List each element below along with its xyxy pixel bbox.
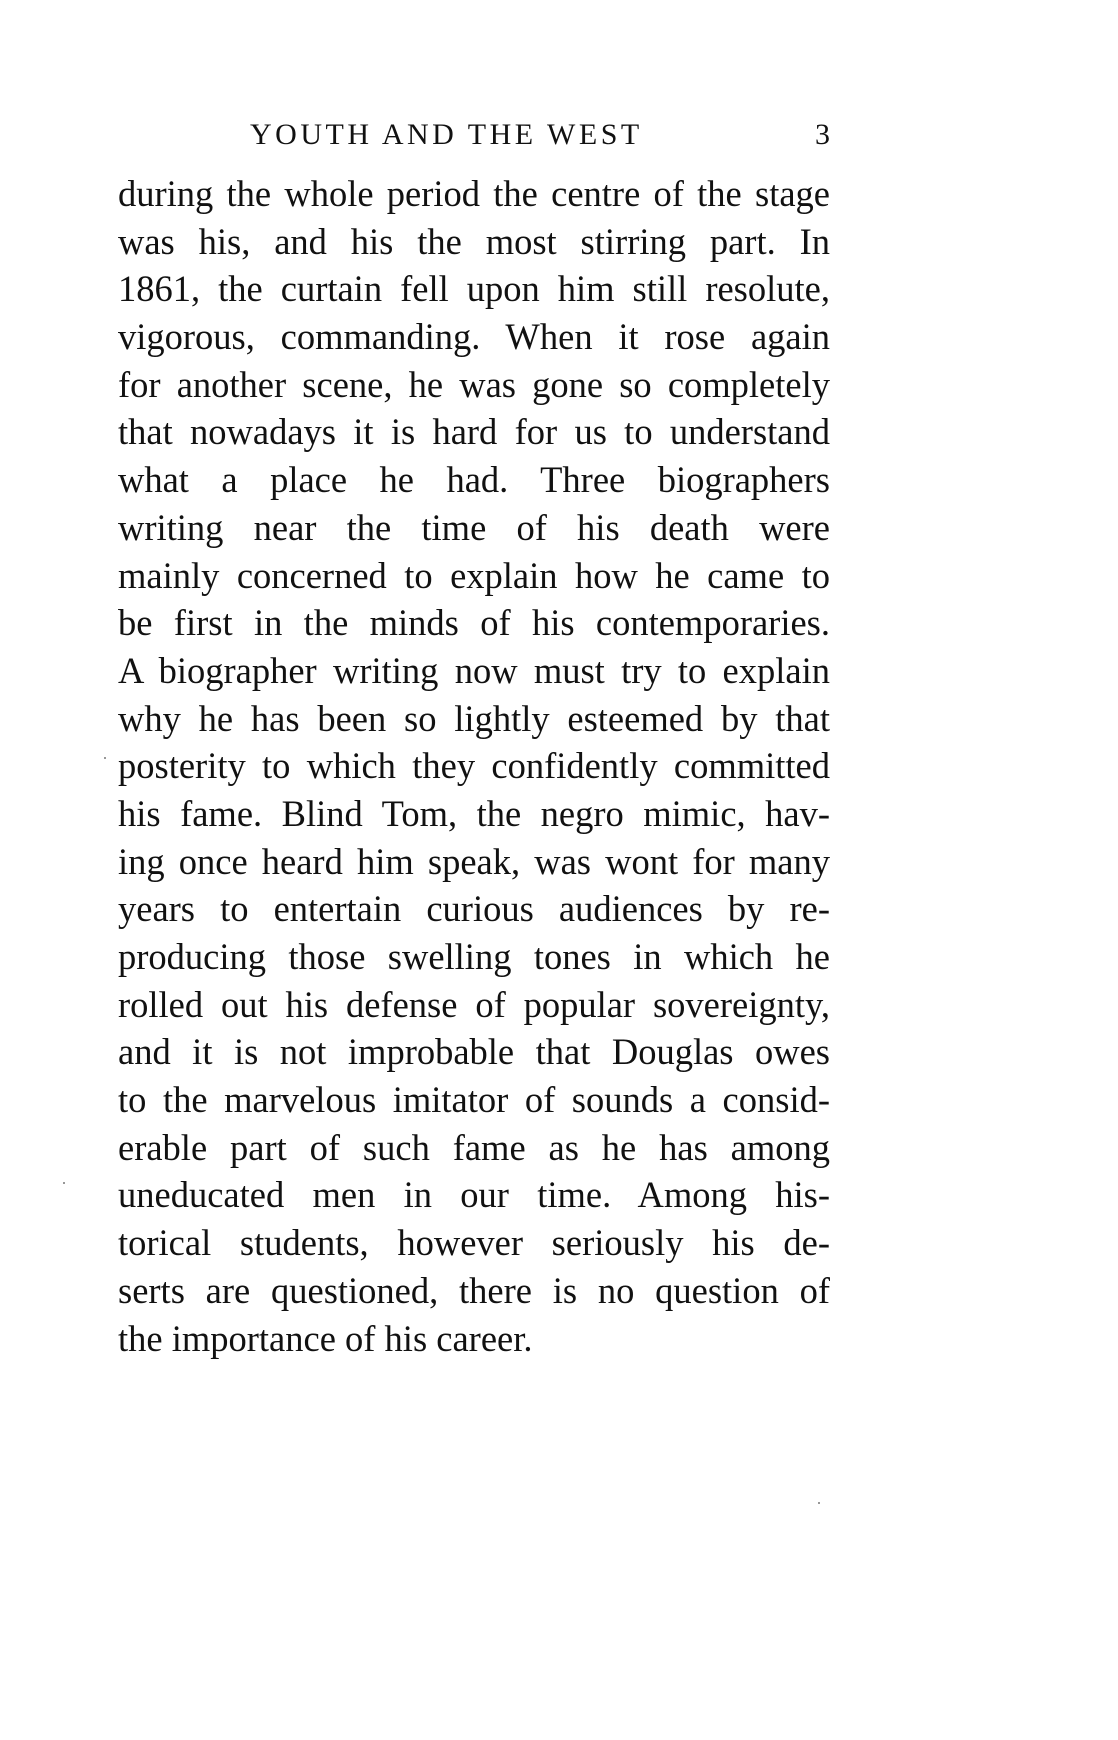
text-line: his fame. Blind Tom, the negro mimic, hav- [118,792,830,834]
text-line: uneducated men in our time. Among his- [118,1174,830,1216]
text-line: vigorous, commanding. When it rose again [118,316,830,358]
text-line: rolled out his defense of popular sovereignty, [118,983,830,1025]
paper-speck [63,1182,65,1184]
text-line: why he has been so lightly esteemed by that [118,697,830,739]
text-line: ing once heard him speak, was wont for many [118,840,830,882]
text-line: and it is not improbable that Douglas owes [118,1031,830,1073]
text-line: 1861, the curtain fell upon him still resolute, [118,268,830,310]
text-line: mainly concerned to explain how he came to [118,554,830,596]
text-line: serts are questioned, there is no question of [118,1269,830,1311]
text-line: A biographer writing now must try to explain [118,649,830,691]
text-line: to the marvelous imitator of sounds a consid- [118,1079,830,1121]
text-line: during the whole period the centre of the stage [118,173,830,214]
text-line: the importance of his career. [118,1317,533,1359]
page-number: 3 [815,118,830,151]
text-line: was his, and his the most stirring part. In [118,220,830,262]
running-head [118,118,830,152]
text-line: what a place he had. Three biographers [118,459,830,501]
paper-speck [104,757,106,759]
text-line: for another scene, he was gone so completely [118,363,830,405]
text-line: erable part of such fame as he has among [118,1126,830,1168]
text-line: be first in the minds of his contemporaries. [118,602,830,644]
body-paragraph [118,170,830,1362]
text-line: producing those swelling tones in which he [118,936,830,977]
text-line: torical students, however seriously his de- [118,1222,830,1264]
text-line: that nowadays it is hard for us to understand [118,411,830,453]
text-line: writing near the time of his death were [118,506,830,548]
running-head-title: YOUTH AND THE WEST [250,118,643,151]
text-line: years to entertain curious audiences by re- [118,888,830,930]
text-line: posterity to which they confidently committed [118,745,830,787]
paper-speck [818,1502,820,1504]
